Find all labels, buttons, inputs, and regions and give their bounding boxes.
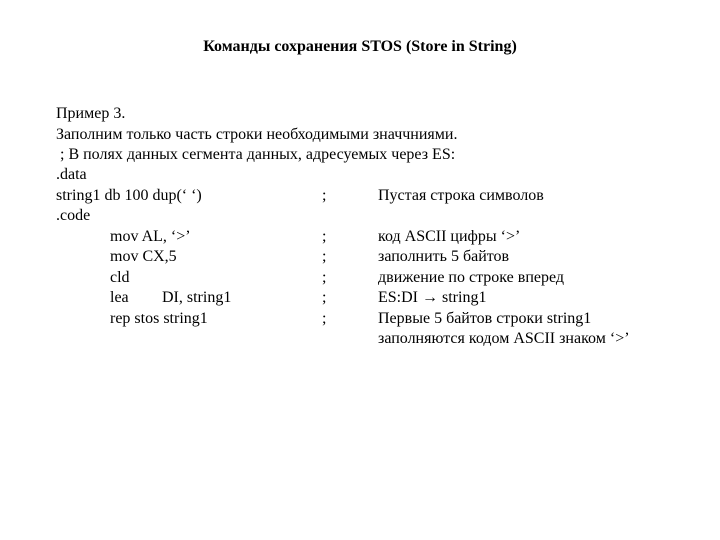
code-directive: .code xyxy=(56,207,91,224)
comment-semicolon: ; xyxy=(322,289,327,306)
example-description: Заполним только часть строки необходимыми значчниями. xyxy=(56,126,458,143)
code-row-continuation xyxy=(0,329,720,350)
comment-semicolon: ; xyxy=(322,248,327,265)
instruction: cld xyxy=(110,268,130,286)
code-row-code-directive xyxy=(0,206,720,227)
comment-semicolon: ; xyxy=(322,268,327,286)
instruction: mov AL, ‘>’ xyxy=(110,227,191,245)
instruction-operand: DI, string1 xyxy=(162,289,232,306)
code-comment: движение по строке вперед xyxy=(378,268,565,286)
code-row-data-directive xyxy=(0,165,720,186)
code-comment-continuation: заполняются кодом ASCII знаком ‘>’ xyxy=(378,330,630,347)
comment-semicolon: ; xyxy=(322,227,327,245)
code-comment: заполнить 5 байтов xyxy=(378,248,510,265)
data-directive: .data xyxy=(56,166,87,183)
slide-title: Команды сохранения STOS (Store in String) xyxy=(203,38,517,55)
instruction: rep stos string1 xyxy=(110,309,208,327)
code-row xyxy=(0,268,720,289)
code-row xyxy=(0,288,720,309)
comment-semicolon: ; xyxy=(322,309,327,327)
code-row xyxy=(0,309,720,330)
code-comment: Пустая строка символов xyxy=(378,186,544,204)
code-row-string-declaration xyxy=(0,186,720,207)
comment-semicolon: ; xyxy=(322,186,327,204)
instruction: mov CX,5 xyxy=(110,248,177,265)
code-comment: код ASCII цифры ‘>’ xyxy=(378,227,521,245)
code-comment: ES:DI → string1 xyxy=(378,289,487,306)
segment-comment: ; В полях данных сегмента данных, адресуемых через ES: xyxy=(60,146,456,163)
code-row xyxy=(0,227,720,248)
code-comment: Первые 5 байтов строки string1 xyxy=(378,309,592,327)
code-row xyxy=(0,247,720,268)
string-declaration: string1 db 100 dup(‘ ‘) xyxy=(56,186,202,204)
example-heading: Пример 3. xyxy=(56,105,126,122)
instruction: lea xyxy=(110,289,129,306)
code-listing xyxy=(0,165,720,350)
